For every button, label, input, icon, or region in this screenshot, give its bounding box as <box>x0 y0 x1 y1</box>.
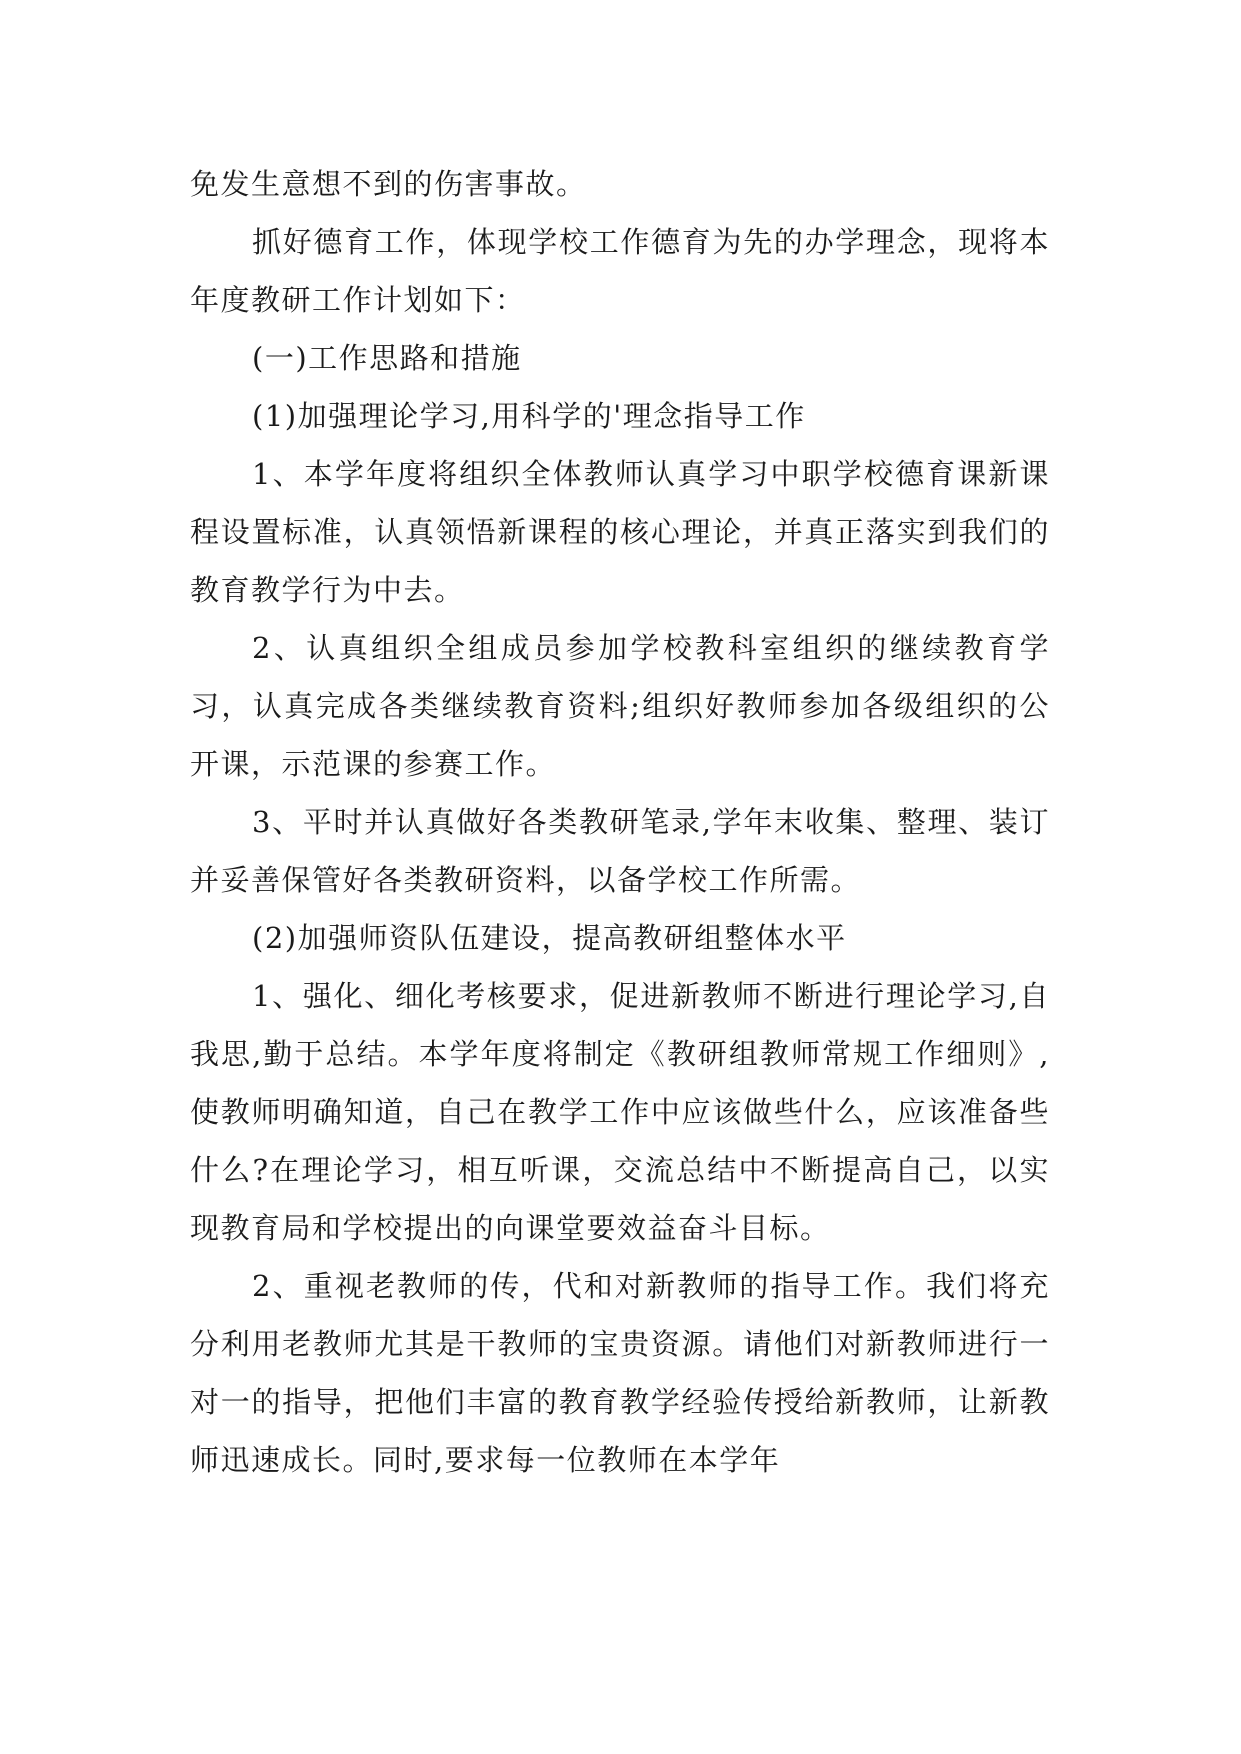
subsection-heading: (2)加强师资队伍建设，提高教研组整体水平 <box>252 921 847 955</box>
subsection-heading: (1)加强理论学习,用科学的'理念指导工作 <box>252 399 806 433</box>
paragraph: 3、平时并认真做好各类教研笔录,学年末收集、整理、装订并妥善保管好各类教研资料，以备学校工作所需。 <box>190 805 1050 897</box>
paragraph: 抓好德育工作，体现学校工作德育为先的办学理念，现将本年度教研工作计划如下： <box>190 225 1050 317</box>
section-heading: (一)工作思路和措施 <box>252 341 522 375</box>
paragraph: 1、本学年度将组织全体教师认真学习中职学校德育课新课程设置标准，认真领悟新课程的核心理论，并真正落实到我们的教育教学行为中去。 <box>190 457 1050 607</box>
paragraph: 1、强化、细化考核要求，促进新教师不断进行理论学习,自我思,勤于总结。本学年度将制定《教研组教师常规工作细则》,使教师明确知道，自己在教学工作中应该做些什么，应该准备些什么?在理论学习，相互听课，交流总结中不断提高自己，以实现教育局和学校提出的向课堂要效益奋斗目标。 <box>190 979 1050 1245</box>
document-body <box>190 155 1050 1489</box>
paragraph: 2、重视老教师的传，代和对新教师的指导工作。我们将充分利用老教师尤其是干教师的宝贵资源。请他们对新教师进行一对一的指导，把他们丰富的教育教学经验传授给新教师，让新教师迅速成长。同时,要求每一位教师在本学年 <box>190 1269 1050 1477</box>
paragraph: 2、认真组织全组成员参加学校教科室组织的继续教育学习，认真完成各类继续教育资料;组织好教师参加各级组织的公开课，示范课的参赛工作。 <box>190 631 1050 781</box>
paragraph: 免发生意想不到的伤害事故。 <box>190 167 587 201</box>
